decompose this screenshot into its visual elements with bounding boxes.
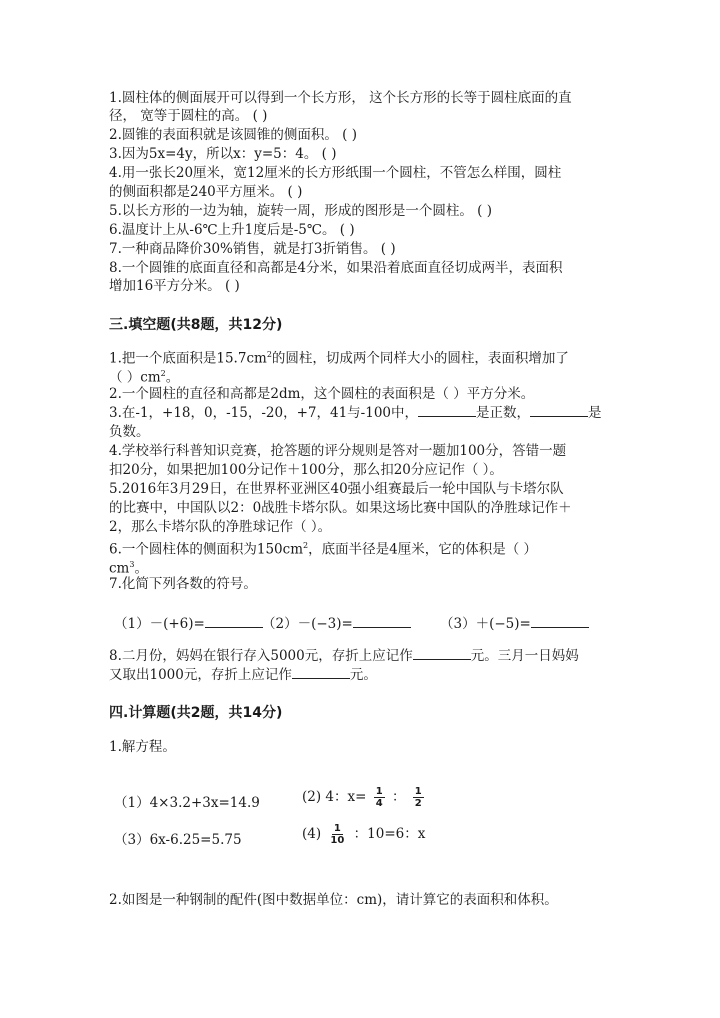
fraction: $\frac{1}{4}$ <box>375 786 383 809</box>
judge-line-7: 5.以长方形的一边为轴，旋转一周，形成的图形是一个圆柱。 ( ) <box>109 203 492 219</box>
equation-4: (4) $\frac{1}{10}$ ：10=6：x <box>302 823 426 846</box>
fill-q3-line1: 3.在-1，+18，0，-15，-20，+7，41与-100中， 是正数， 是 <box>109 405 602 421</box>
judge-line-8: 6.温度计上从-6℃上升1度后是-5℃。 ( ) <box>109 222 355 238</box>
simplify-item-2: （2）－(−3)= <box>262 612 411 632</box>
answer-blank[interactable] <box>418 404 476 417</box>
judge-line-10: 8.一个圆锥的底面直径和高都是4分米，如果沿着底面直径切成两半，表面积 <box>109 260 563 276</box>
equation-3: （3）6x-6.25=5.75 <box>114 832 242 848</box>
judge-line-4: 3.因为5x=4y，所以x：y=5：4。 ( ) <box>109 146 337 162</box>
answer-blank[interactable] <box>205 615 263 628</box>
fill-q6-line2: $cm^3$。 <box>109 560 148 577</box>
answer-blank[interactable] <box>531 615 589 628</box>
judge-line-11: 增加16平方分米。 ( ) <box>109 278 240 294</box>
fill-q5-line3: 2，那么卡塔尔队的净胜球记作（ ）。 <box>109 519 332 535</box>
fill-q5-line1: 5.2016年3月29日，在世界杯亚洲区40强小组赛最后一轮中国队与卡塔尔队 <box>109 481 564 497</box>
judge-line-1: 1.圆柱体的侧面展开可以得到一个长方形， 这个长方形的长等于圆柱底面的直 <box>109 90 572 106</box>
simplify-item-1: （1）－(+6)= <box>114 612 263 632</box>
judge-line-9: 7.一种商品降价30%销售，就是打3折销售。 ( ) <box>109 241 396 257</box>
judge-line-3: 2.圆锥的表面积就是该圆锥的侧面积。 ( ) <box>109 127 357 143</box>
fill-q1-line1: 1.把一个底面积是$15.7cm^2$的圆柱，切成两个同样大小的圆柱，表面积增加了 <box>109 350 569 367</box>
section-3-title: 三.填空题(共8题，共12分) <box>109 317 283 333</box>
answer-blank[interactable] <box>292 666 350 679</box>
fill-q8-line1: 8.二月份，妈妈在银行存入5000元，存折上应记作 元。三月一日妈妈 <box>109 648 579 664</box>
section-4-title: 四.计算题(共2题，共14分) <box>109 705 283 721</box>
calc-q2: 2.如图是一种钢制的配件(图中数据单位：cm)，请计算它的表面积和体积。 <box>109 892 558 908</box>
fill-q7: 7.化简下列各数的符号。 <box>109 576 257 592</box>
simplify-item-3: （3）＋(−5)= <box>440 612 589 632</box>
fill-q1-line2: （ ）$cm^2$。 <box>109 369 180 386</box>
judge-line-2: 径， 宽等于圆柱的高。 ( ) <box>109 108 268 124</box>
fill-q6-line1: 6.一个圆柱体的侧面积为$150cm^2$，底面半径是4厘米，它的体积是（ ） <box>109 541 537 558</box>
calc-q1: 1.解方程。 <box>109 739 176 755</box>
equation-2: (2) 4：x= $\frac{1}{4}$ ： $\frac{1}{2}$ <box>302 786 422 809</box>
fill-q8-line2: 又取出1000元，存折上应记作 元。 <box>109 667 377 683</box>
fill-q4-line2: 扣20分，如果把加100分记作＋100分，那么扣20分应记作（ ）。 <box>109 462 503 478</box>
judge-line-6: 的侧面积都是240平方厘米。 ( ) <box>109 184 303 200</box>
fill-q4-line1: 4.学校举行科普知识竞赛，抢答题的评分规则是答对一题加100分，答错一题 <box>109 443 567 459</box>
judge-line-5: 4.用一张长20厘米，宽12厘米的长方形纸围一个圆柱，不管怎么样围，圆柱 <box>109 165 562 181</box>
fill-q2: 2.一个圆柱的直径和高都是2dm，这个圆柱的表面积是（ ）平方分米。 <box>109 386 535 402</box>
fraction: $\frac{1}{2}$ <box>414 786 422 809</box>
answer-blank[interactable] <box>413 647 471 660</box>
fraction: $\frac{1}{10}$ <box>330 823 345 846</box>
fill-q3-line2: 负数。 <box>109 424 150 440</box>
fill-q5-line2: 的比赛中，中国队以2：0战胜卡塔尔队。如果这场比赛中国队的净胜球记作＋ <box>109 500 572 516</box>
answer-blank[interactable] <box>530 404 588 417</box>
equation-1: （1）4×3.2+3x=14.9 <box>114 795 260 811</box>
answer-blank[interactable] <box>353 615 411 628</box>
